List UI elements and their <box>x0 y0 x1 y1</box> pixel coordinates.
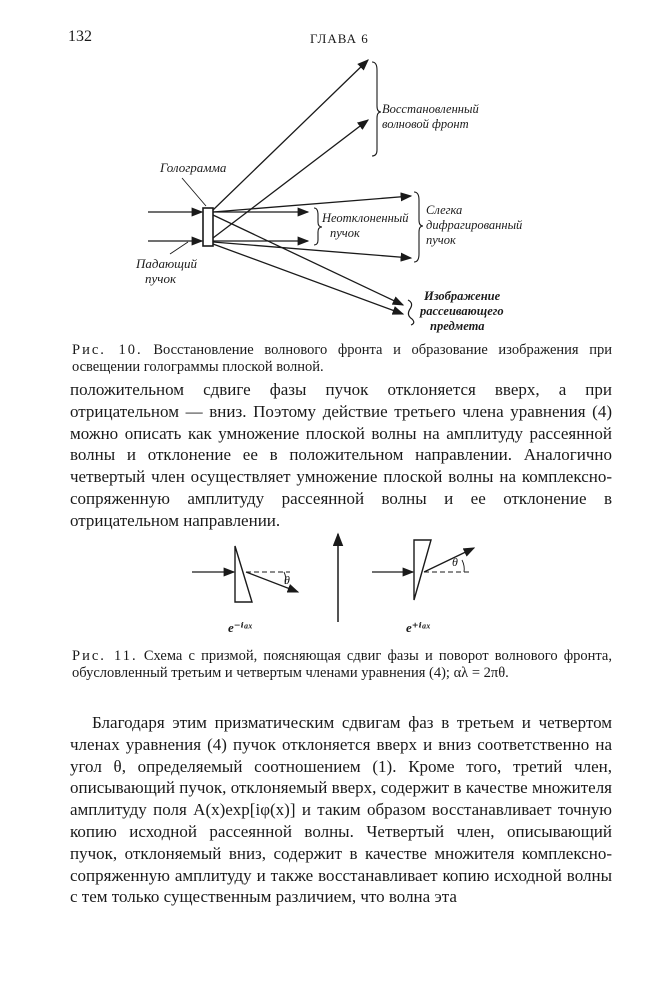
theta-right: θ <box>452 555 458 569</box>
figure-10-caption-text: Восстановление волнового фронта и образование изображения при освещении голограммы плоской волной. <box>72 342 613 375</box>
label-image-2: рассеивающего <box>420 304 504 318</box>
label-weak-1: Слегка <box>426 203 463 217</box>
page-number: 132 <box>68 28 92 45</box>
label-undeflected-1: Неотклоненный <box>322 211 409 225</box>
prism-right-deflected <box>424 548 474 572</box>
label-restored-2: волновой фронт <box>382 117 469 131</box>
figure-11-caption-text: Схема с призмой, поясняющая сдвиг фазы и поворот волнового фронта, обусловленный третьим и четвертым членами уравнения (4); αλ = 2πθ. <box>72 648 612 681</box>
figure-11-caption <box>72 648 612 682</box>
label-weak-3: пучок <box>426 233 456 247</box>
prism-left-deflected <box>246 572 298 592</box>
label-incident-2: пучок <box>145 271 177 286</box>
figure-10-caption-lead: Рис. 10. <box>72 342 143 358</box>
label-hologram: Голограмма <box>160 160 227 175</box>
figure-11-caption-lead: Рис. 11. <box>72 648 138 664</box>
label-image-1: Изображение <box>424 289 501 303</box>
label-incident-1: Падающий <box>136 256 197 271</box>
formula-left: e⁻ⁱᵅˣ <box>228 620 253 635</box>
paragraph-1: положительном сдвиге фазы пучок отклоняется вверх, а при отрицательном — вниз. Поэтому действие третьего члена уравнения (4) можно описать как умножение плоской волны на амплитуду рассеянной волны и отклонение ее в положительном направлении. Аналогично четвертый член осуществляет умножение плоской волны на комплексно-сопряженную амплитуду рассеянной волны и ее отклонение в отрицательном направлении. <box>70 380 612 530</box>
label-undeflected-2: пучок <box>330 226 360 240</box>
running-header: ГЛАВА 6 <box>310 31 369 46</box>
label-image-3: предмета <box>430 319 485 333</box>
theta-left: θ <box>284 573 290 587</box>
label-restored-1: Восстановленный <box>382 102 479 116</box>
paragraph-2: Благодаря этим призматическим сдвигам фаз в третьем и четвертом членах уравнения (4) пучок отклоняется вверх и вниз соответственно на угол θ, определяемый соотношением (1). Кроме того, третий член, описывающий пучок, отклоняемый вверх, содержит в качестве множителя амплитуду поля A(x)exp[iφ(x)] и таким образом восстанавливает точную копию исходной рассеянной волны. Четвертый член, описывающий пучок, отклоняемый вниз, содержит в качестве множителя комплексно-сопряженную амплитуду и также восстанавливает копию исходной волны с тем только существенным различием, что волна эта <box>70 713 612 907</box>
label-weak-2: дифрагированный <box>426 218 523 232</box>
formula-right: e⁺ⁱᵅˣ <box>406 620 431 635</box>
